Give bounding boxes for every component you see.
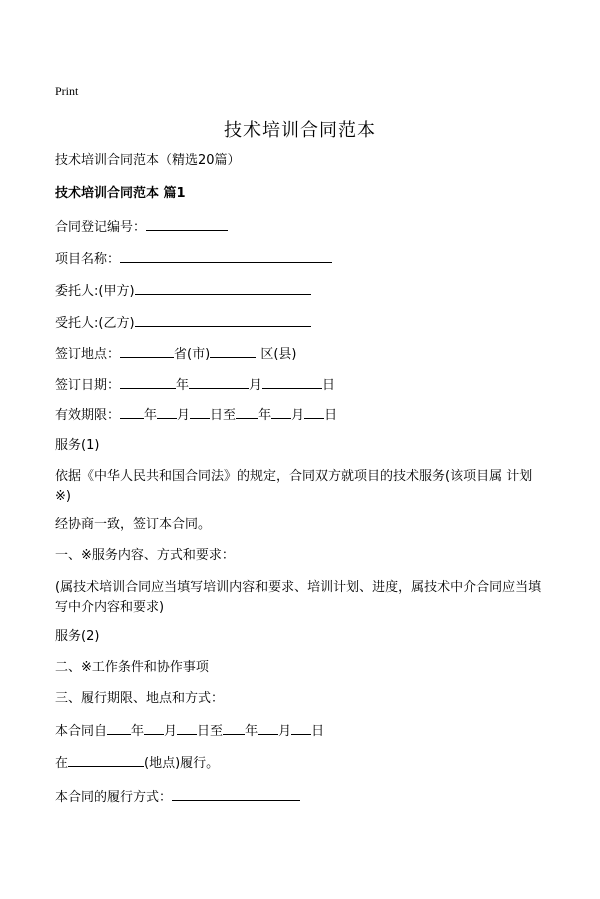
period-start-month-label: 月 xyxy=(164,724,178,739)
end-month-blank xyxy=(271,404,291,419)
trustee-label: 受托人:(乙方) xyxy=(55,316,135,331)
period-end-year-blank xyxy=(223,720,245,735)
client-label: 委托人:(甲方) xyxy=(55,284,135,299)
contract-number-label: 合同登记编号： xyxy=(55,220,147,235)
end-year-label: 年 xyxy=(258,408,272,423)
item-3-heading: 三、履行期限、地点和方式： xyxy=(55,691,225,706)
document-title: 技术培训合同范本 xyxy=(224,120,376,141)
place-blank xyxy=(68,752,144,767)
section-heading: 技术培训合同范本 篇1 xyxy=(55,186,186,201)
period-line xyxy=(55,720,545,742)
sign-date-line xyxy=(55,374,545,396)
trustee-line xyxy=(55,312,545,334)
district-label: 区(县) xyxy=(260,347,297,362)
service-2-heading: 服务(2) xyxy=(55,629,100,644)
period-start-day-blank xyxy=(177,720,197,735)
period-to-label: 日至 xyxy=(197,724,224,739)
district-blank xyxy=(210,343,256,358)
validity-line xyxy=(55,404,545,426)
project-name-blank xyxy=(120,248,332,263)
place-line xyxy=(55,752,545,774)
place-suffix: (地点)履行。 xyxy=(144,756,220,771)
contract-number-line xyxy=(55,216,545,238)
period-end-day-label: 日 xyxy=(311,724,325,739)
sign-place-line xyxy=(55,343,545,365)
province-blank xyxy=(120,343,174,358)
start-year-blank xyxy=(120,404,144,419)
start-year-label: 年 xyxy=(144,408,158,423)
method-label: 本合同的履行方式： xyxy=(55,790,173,805)
client-blank xyxy=(135,280,311,295)
period-end-year-label: 年 xyxy=(245,724,259,739)
period-start-year-label: 年 xyxy=(131,724,145,739)
agreement-paragraph: 经协商一致，签订本合同。 xyxy=(55,517,212,532)
basis-paragraph: 依据《中华人民共和国合同法》的规定，合同双方就项目的技术服务(该项目属 计划※) xyxy=(55,469,533,504)
sign-year-blank xyxy=(120,374,176,389)
subtitle: 技术培训合同范本（精选20篇） xyxy=(55,153,241,168)
method-line xyxy=(55,786,545,808)
period-start-month-blank xyxy=(144,720,164,735)
start-day-blank xyxy=(190,404,210,419)
validity-to-label: 日至 xyxy=(210,408,237,423)
trustee-blank xyxy=(135,312,311,327)
project-name-line xyxy=(55,248,545,270)
sign-place-label: 签订地点： xyxy=(55,347,121,362)
item-2-heading: 二、※工作条件和协作事项 xyxy=(55,660,209,675)
sign-month-blank xyxy=(189,374,249,389)
service-1-heading: 服务(1) xyxy=(55,438,100,453)
sign-day-label: 日 xyxy=(322,378,336,393)
province-label: 省(市) xyxy=(174,347,211,362)
validity-label: 有效期限： xyxy=(55,408,121,423)
print-link[interactable]: Print xyxy=(55,84,79,98)
period-prefix: 本合同自 xyxy=(55,724,108,739)
place-prefix: 在 xyxy=(55,756,69,771)
sign-year-label: 年 xyxy=(176,378,190,393)
method-blank xyxy=(172,786,300,801)
period-start-year-blank xyxy=(107,720,131,735)
sign-date-label: 签订日期： xyxy=(55,378,121,393)
period-end-month-label: 月 xyxy=(278,724,292,739)
period-end-month-blank xyxy=(258,720,278,735)
end-year-blank xyxy=(236,404,258,419)
start-month-label: 月 xyxy=(177,408,191,423)
sign-day-blank xyxy=(262,374,322,389)
sign-month-label: 月 xyxy=(249,378,263,393)
start-month-blank xyxy=(157,404,177,419)
period-end-day-blank xyxy=(291,720,311,735)
project-name-label: 项目名称： xyxy=(55,252,121,267)
end-day-blank xyxy=(304,404,324,419)
end-day-label: 日 xyxy=(324,408,338,423)
item-1-heading: 一、※服务内容、方式和要求： xyxy=(55,548,235,563)
end-month-label: 月 xyxy=(291,408,305,423)
contract-number-blank xyxy=(146,216,228,231)
client-line xyxy=(55,280,545,302)
item-1-note: (属技术培训合同应当填写培训内容和要求、培训计划、进度，属技术中介合同应当填写中介内容和要求) xyxy=(55,580,542,615)
